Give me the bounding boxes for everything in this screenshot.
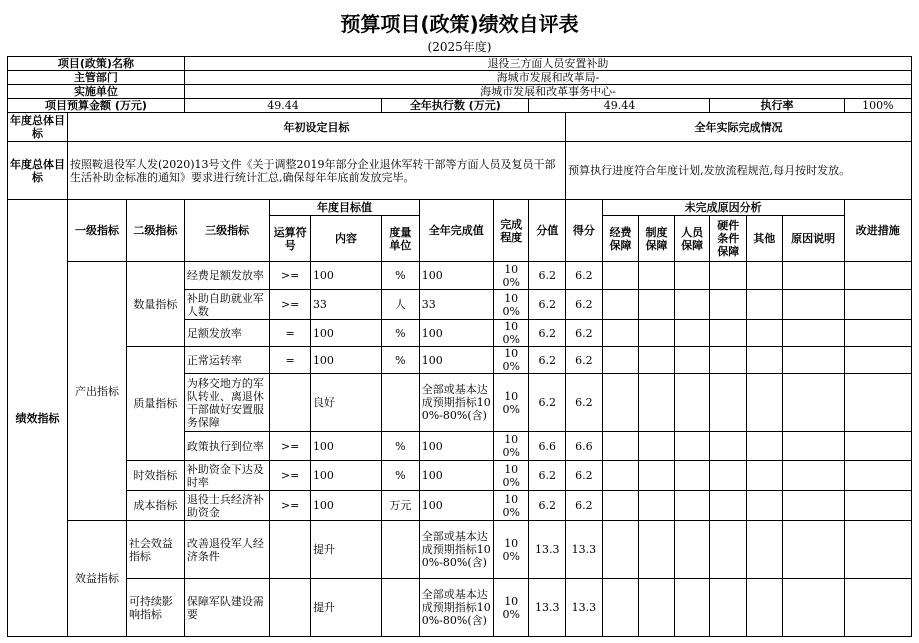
indicator-op: >= [270,491,311,521]
indicator-op: = [270,347,311,374]
quantity-indicator-label: 数量指标 [126,262,184,347]
indicator-score: 13.3 [566,579,603,637]
indicator-content: 提升 [310,579,381,637]
sustain-indicator-label: 可持续影响指标 [126,579,184,637]
indicator-degree: 100% [493,262,529,290]
indicator-content: 良好 [310,374,381,432]
reason-fund-header: 经费保障 [602,216,639,262]
quality-indicator-label: 质量指标 [126,347,184,461]
indicator-unit [382,521,420,579]
dept-label: 主管部门 [8,71,185,85]
reason-note-header: 原因说明 [782,216,844,262]
indicator-degree: 100% [493,521,529,579]
indicator-unit: % [382,347,420,374]
indicator-degree: 100% [493,491,529,521]
timeliness-indicator-label: 时效指标 [126,461,184,491]
impl-label: 实施单位 [8,85,185,99]
level3-header: 三级指标 [184,200,269,262]
goal-row-label: 年度总体目标 [8,113,68,142]
indicator-name: 政策执行到位率 [184,432,269,461]
indicator-done: 全部或基本达成预期指标100%-80%(含) [419,521,493,579]
indicator-name: 经费足额发放率 [184,262,269,290]
budget-value: 49.44 [184,99,381,113]
indicator-score: 6.6 [566,432,603,461]
indicator-score: 6.2 [566,374,603,432]
benefit-indicator-label: 效益指标 [67,521,126,637]
indicator-name: 为移交地方的军队转业、离退休干部做好安置服务保障 [184,374,269,432]
indicator-degree: 100% [493,374,529,432]
indicator-unit: 人 [382,290,420,320]
indicator-score: 13.3 [566,521,603,579]
indicator-name: 足额发放率 [184,320,269,347]
indicator-name: 补助资金下达及时率 [184,461,269,491]
indicator-weight: 6.2 [529,320,566,347]
reason-system-header: 制度保障 [639,216,675,262]
indicator-score: 6.2 [566,347,603,374]
done-degree-header: 完成程度 [493,200,529,262]
indicator-op: >= [270,290,311,320]
exec-label: 全年执行数 (万元) [382,99,529,113]
indicator-done: 100 [419,432,493,461]
indicator-done: 全部或基本达成预期指标100%-80%(含) [419,374,493,432]
page-subtitle: (2025年度) [427,40,492,54]
indicator-done: 100 [419,320,493,347]
evaluation-table [7,56,912,637]
indicator-score: 6.2 [566,290,603,320]
page-title: 预算项目(政策)绩效自评表 [340,12,579,36]
indicator-content: 100 [310,491,381,521]
indicator-score: 6.2 [566,262,603,290]
indicator-unit: % [382,320,420,347]
exec-value: 49.44 [529,99,710,113]
indicator-op [270,374,311,432]
indicator-unit: % [382,262,420,290]
indicator-content: 100 [310,262,381,290]
indicator-op [270,579,311,637]
actual-result-text: 预算执行进度符合年度计划,发放流程规范,每月按时发放。 [566,142,912,200]
indicator-done: 全部或基本达成预期指标100%-80%(含) [419,579,493,637]
indicator-name: 补助自助就业军人数 [184,290,269,320]
impl-value: 海城市发展和改革事务中心- [184,85,911,99]
indicator-unit [382,579,420,637]
indicator-op: = [270,320,311,347]
reason-hardware-header: 硬件条件保障 [710,216,747,262]
indicator-weight: 6.2 [529,347,566,374]
rate-value: 100% [844,99,911,113]
indicator-degree: 100% [493,347,529,374]
indicator-op: >= [270,461,311,491]
indicator-content: 100 [310,320,381,347]
content-header: 内容 [310,216,381,262]
indicator-weight: 6.6 [529,432,566,461]
target-group-header: 年度目标值 [270,200,419,216]
unit-header: 度量单位 [382,216,420,262]
indicator-content: 33 [310,290,381,320]
done-value-header: 全年完成值 [419,200,493,262]
initial-goal-header: 年初设定目标 [67,113,565,142]
reason-other-header: 其他 [747,216,783,262]
indicator-content: 提升 [310,521,381,579]
cost-indicator-label: 成本指标 [126,491,184,521]
indicator-weight: 6.2 [529,491,566,521]
indicator-degree: 100% [493,432,529,461]
indicator-degree: 100% [493,579,529,637]
indicator-weight: 13.3 [529,521,566,579]
indicator-content: 100 [310,461,381,491]
indicator-score: 6.2 [566,320,603,347]
indicator-name: 改善退役军人经济条件 [184,521,269,579]
score-header: 得分 [566,200,603,262]
indicator-content: 100 [310,347,381,374]
rate-label: 执行率 [710,99,844,113]
indicator-unit [382,374,420,432]
indicator-done: 100 [419,491,493,521]
indicator-name: 保障军队建设需要 [184,579,269,637]
op-header: 运算符号 [270,216,311,262]
indicator-score: 6.2 [566,491,603,521]
indicator-weight: 13.3 [529,579,566,637]
indicator-done: 33 [419,290,493,320]
indicator-op: >= [270,262,311,290]
indicator-weight: 6.2 [529,461,566,491]
indicator-weight: 6.2 [529,374,566,432]
indicator-content: 100 [310,432,381,461]
goal-row-label-2: 年度总体目标 [8,142,68,200]
social-indicator-label: 社会效益指标 [126,521,184,579]
indicator-done: 100 [419,347,493,374]
indicator-name: 正常运转率 [184,347,269,374]
indicator-done: 100 [419,262,493,290]
indicator-degree: 100% [493,290,529,320]
level1-header: 一级指标 [67,200,126,262]
indicator-unit: % [382,461,420,491]
indicator-degree: 100% [493,461,529,491]
perf-indicator-label: 绩效指标 [8,200,68,637]
output-indicator-label: 产出指标 [67,262,126,521]
project-name-label: 项目(政策)名称 [8,57,185,71]
reason-staff-header: 人员保障 [674,216,710,262]
actual-result-header: 全年实际完成情况 [566,113,912,142]
reason-group-header: 未完成原因分析 [602,200,844,216]
indicator-degree: 100% [493,320,529,347]
level2-header: 二级指标 [126,200,184,262]
indicator-name: 退役士兵经济补助资金 [184,491,269,521]
indicator-unit: % [382,432,420,461]
indicator-unit: 万元 [382,491,420,521]
indicator-op: >= [270,432,311,461]
initial-goal-text: 按照鞍退役军人发(2020)13号文件《关于调整2019年部分企业退休军转干部等方面人员及复员干部生活补助金标准的通知》要求进行统计汇总,确保每年年底前发放完毕。 [67,142,565,200]
budget-label: 项目预算金额 (万元) [8,99,185,113]
project-name-value: 退役三方面人员安置补助 [184,57,911,71]
indicator-done: 100 [419,461,493,491]
indicator-op [270,521,311,579]
indicator-score: 6.2 [566,461,603,491]
improve-header: 改进措施 [844,200,911,262]
weight-header: 分值 [529,200,566,262]
dept-value: 海城市发展和改革局- [184,71,911,85]
indicator-weight: 6.2 [529,262,566,290]
indicator-weight: 6.2 [529,290,566,320]
